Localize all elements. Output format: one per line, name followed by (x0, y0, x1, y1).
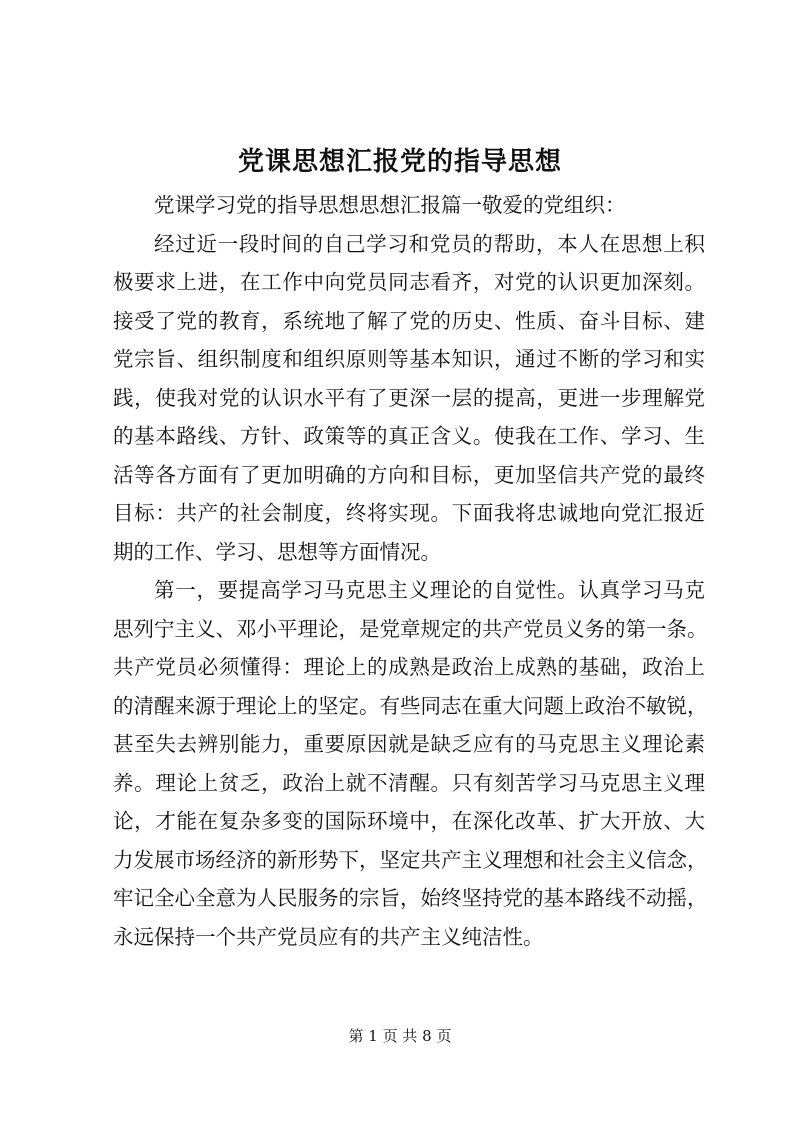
text-line: 永远保持一个共产党员应有的共产主义纯洁性。 (113, 924, 544, 949)
document-title: 党课思想汇报党的指导思想 (237, 147, 562, 177)
text-line: 第一，要提高学习马克思主义理论的自觉性。认真学习马克 (154, 578, 705, 602)
text-line: 共产党员必须懂得：理论上的成熟是政治上成熟的基础，政治上 (113, 655, 705, 679)
page-footer: 第 1 页 共 8 页 (348, 1027, 452, 1045)
text-line: 力发展市场经济的新形势下，坚定共产主义理想和社会主义信念， (113, 847, 708, 872)
text-line: 的清醒来源于理论上的坚定。有些同志在重大问题上政治不敏锐， (113, 693, 708, 718)
text-line: 经过近一段时间的自己学习和党员的帮助，本人在思想上积 (154, 231, 705, 256)
text-line: 思列宁主义、邓小平理论，是党章规定的共产党员义务的第一条。 (113, 616, 708, 641)
paragraph (113, 225, 705, 572)
paragraph (113, 571, 708, 956)
text-line: 极要求上进，在工作中向党员同志看齐，对党的认识更加深刻。 (113, 270, 705, 294)
text-line: 党宗旨、组织制度和组织原则等基本知识，通过不断的学习和实 (113, 347, 705, 371)
text-line: 的基本路线、方针、政策等的真正含义。使我在工作、学习、生 (113, 424, 705, 448)
text-line: 接受了党的教育，系统地了解了党的历史、性质、奋斗目标、建 (113, 308, 705, 333)
text-line: 党课学习党的指导思想思想汇报篇一敬爱的党组织： (154, 193, 626, 217)
document-body (113, 186, 708, 956)
text-line: 牢记全心全意为人民服务的宗旨，始终坚持党的基本路线不动摇， (113, 886, 708, 910)
text-line: 论，才能在复杂多变的国际环境中，在深化改革、扩大开放、大 (113, 809, 705, 833)
text-line: 目标：共产的社会制度，终将实现。下面我将忠诚地向党汇报近 (113, 501, 705, 525)
text-line: 养。理论上贫乏，政治上就不清醒。只有刻苦学习马克思主义理 (113, 770, 705, 795)
text-line: 践，使我对党的认识水平有了更深一层的提高，更进一步理解党 (113, 385, 705, 410)
text-line: 活等各方面有了更加明确的方向和目标，更加坚信共产党的最终 (113, 462, 705, 487)
text-line: 甚至失去辨别能力，重要原因就是缺乏应有的马克思主义理论素 (113, 732, 705, 756)
paragraph (113, 186, 705, 225)
text-line: 期的工作、学习、思想等方面情况。 (113, 539, 441, 564)
